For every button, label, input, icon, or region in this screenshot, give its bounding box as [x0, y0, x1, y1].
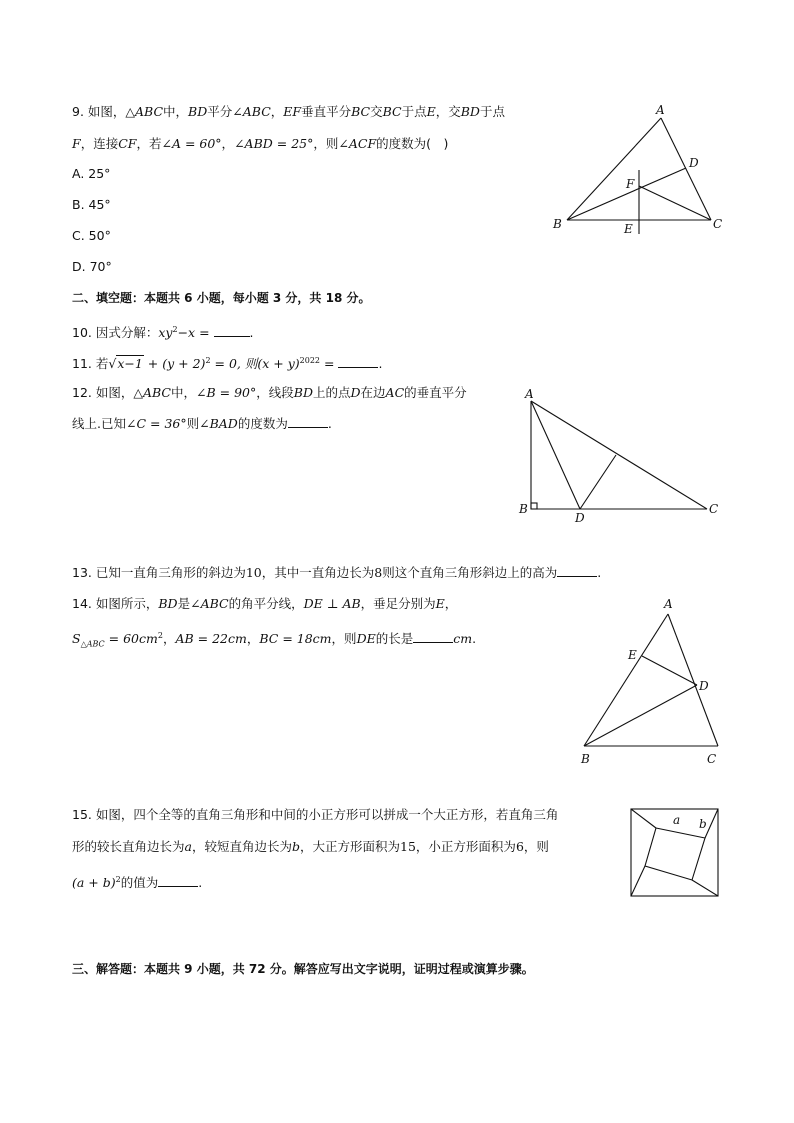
q13-answer-blank[interactable]: [557, 564, 597, 577]
q9-label-f: F: [626, 177, 635, 191]
q14-label-a: A: [664, 597, 673, 611]
q9-label-d: D: [689, 156, 699, 170]
q14-label-d: D: [699, 679, 709, 693]
q14-label-c: C: [707, 752, 717, 766]
q13: 13. 已知一直角三角形的斜边为10，其中一直角边长为8则这个直角三角形斜边上的高为 .: [72, 565, 602, 580]
q12-line2: 线上.已知∠C = 36°则∠BAD的度数为 .: [72, 416, 332, 431]
q10: 10. 因式分解：$xy^2-x$ = .: [72, 325, 254, 341]
q9-label-a: A: [656, 103, 665, 117]
q12-label-b: B: [519, 502, 528, 516]
q12-label-c: C: [709, 502, 719, 516]
q15-line1: 15. 如图，四个全等的直角三角形和中间的小正方形可以拼成一个大正方形，若直角三角: [72, 807, 559, 822]
q9-line2: F，连接CF，若∠A = 60°，∠ABD = 25°，则∠ACF的度数为( ): [72, 136, 449, 151]
q9-label-b: B: [553, 217, 562, 231]
q14-label-b: B: [581, 752, 590, 766]
section-3-heading: 三、解答题：本题共 9 小题，共 72 分。解答应写出文字说明，证明过程或演算步骤。: [72, 962, 534, 976]
q10-answer-blank[interactable]: [214, 324, 250, 337]
q14-label-e: E: [628, 648, 637, 662]
sqrt-sign: √: [108, 356, 117, 372]
q15-line2: 形的较长直角边长为a，较短直角边长为b，大正方形面积为15，小正方形面积为6，则: [72, 839, 549, 854]
q12-label-a: A: [525, 387, 534, 401]
q15-answer-blank[interactable]: [158, 874, 198, 887]
q9-label-e: E: [624, 222, 633, 236]
q15-label-b: b: [699, 817, 707, 831]
q12-label-d: D: [575, 511, 585, 525]
q9-option-d: D. 70°: [72, 259, 112, 274]
q15-label-a: a: [673, 813, 681, 827]
q9-option-a: A. 25°: [72, 166, 111, 181]
q9-option-b: B. 45°: [72, 197, 111, 212]
q12-answer-blank[interactable]: [288, 415, 328, 428]
q14-line2: $S_{\triangle ABC} = 60cm^2$，AB = 22cm，BC = 18cm，则DE的长是 cm.: [72, 631, 477, 649]
q9-label-c: C: [713, 217, 723, 231]
q11-answer-blank[interactable]: [338, 355, 378, 368]
q9-line1: 9. 如图，△ABC中，BD平分∠ABC，EF垂直平分BC交BC于点E，交BD于点: [72, 104, 505, 119]
section-2-heading: 二、填空题：本题共 6 小题，每小题 3 分，共 18 分。: [72, 291, 371, 305]
q12-line1: 12. 如图，△ABC中，∠B = 90°，线段BD上的点D在边AC的垂直平分: [72, 385, 467, 400]
q14-answer-blank[interactable]: [413, 630, 453, 643]
q11: 11. 若$√x-1 + (y + 2)^2 = 0$, 则$(x + y)^{2022}$ = .: [72, 356, 383, 372]
q9-option-c: C. 50°: [72, 228, 111, 243]
q14-line1: 14. 如图所示，BD是∠ABC的角平分线，DE ⊥ AB，垂足分别为E，: [72, 596, 458, 611]
q15-line3: $(a + b)^2$的值为 .: [72, 875, 203, 891]
